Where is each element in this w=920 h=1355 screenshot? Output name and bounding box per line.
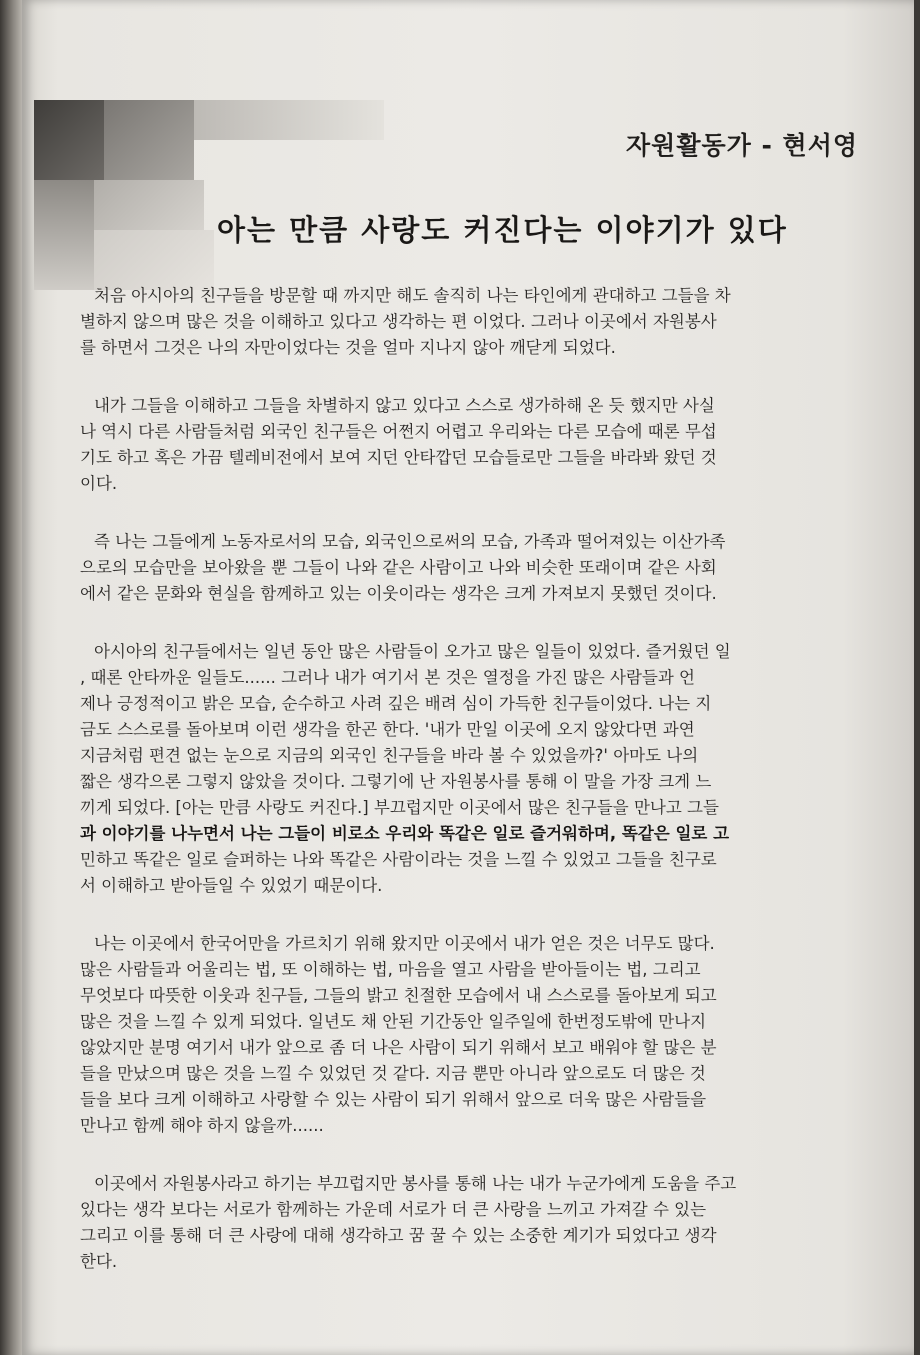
text-line: 있다는 생각 보다는 서로가 함께하는 가운데 서로가 더 큰 사랑을 느끼고 가져갈 수 있는 <box>80 1200 707 1219</box>
text-line: 이다. <box>80 474 118 493</box>
text-line: 들을 보다 크게 이해하고 사랑할 수 있는 사람이 되기 위해서 앞으로 더욱 많은 사람들을 <box>80 1090 707 1109</box>
text-line: 많은 것을 느낄 수 있게 되었다. 일년도 채 안된 기간동안 일주일에 한번정도밖에 만나지 <box>80 1012 707 1031</box>
decor-square <box>94 180 204 230</box>
paragraph <box>80 393 892 497</box>
text-line: 나는 이곳에서 한국어만을 가르치기 위해 왔지만 이곳에서 내가 얻은 것은 너무도 많다. <box>94 934 715 953</box>
text-line: 금도 스스로를 돌아보며 이런 생각을 한곤 한다. '내가 만일 이곳에 오지 않았다면 과연 <box>80 720 695 739</box>
paragraph <box>80 639 892 899</box>
text-line: 즉 나는 그들에게 노동자로서의 모습, 외국인으로써의 모습, 가족과 떨어져있는 이산가족 <box>94 532 726 551</box>
paragraph <box>80 529 892 607</box>
text-line: 한다. <box>80 1252 118 1271</box>
text-line: 이곳에서 자원봉사라고 하기는 부끄럽지만 봉사를 통해 나는 내가 누군가에게 도움을 주고 <box>94 1174 737 1193</box>
text-line: 그리고 이를 통해 더 큰 사랑에 대해 생각하고 꿈 꿀 수 있는 소중한 계기가 되었다고 생각 <box>80 1226 717 1245</box>
decor-square <box>104 100 194 180</box>
text-line: 를 하면서 그것은 나의 자만이었다는 것을 얼마 지나지 않아 깨닫게 되었다. <box>80 338 616 357</box>
paragraph <box>80 1171 892 1275</box>
text-line: 민하고 똑같은 일로 슬퍼하는 나와 똑같은 사람이라는 것을 느낄 수 있었고 그들을 친구로 <box>80 850 717 869</box>
text-line: 무엇보다 따뜻한 이웃과 친구들, 그들의 밝고 친절한 모습에서 내 스스로를 돌아보게 되고 <box>80 986 717 1005</box>
decor-square <box>94 230 214 290</box>
page-edge-shadow <box>914 0 920 1355</box>
text-line: 서 이해하고 받아들일 수 있었기 때문이다. <box>80 876 383 895</box>
text-line: 지금처럼 편견 없는 눈으로 지금의 외국인 친구들을 바라 볼 수 있었을까?' 아마도 나의 <box>80 746 699 765</box>
decorative-squares <box>34 100 384 290</box>
text-line: 과 이야기를 나누면서 나는 그들이 비로소 우리와 똑같은 일로 즐거워하며, 똑같은 일로 고 <box>80 824 730 843</box>
paragraph <box>80 931 892 1139</box>
text-line: 않았지만 분명 여기서 내가 앞으로 좀 더 나은 사람이 되기 위해서 보고 배워야 할 많은 분 <box>80 1038 717 1057</box>
text-line: 기도 하고 혹은 가끔 텔레비전에서 보여 지던 안타깝던 모습들로만 그들을 바라봐 왔던 것 <box>80 448 717 467</box>
author-credit: 자원활동가 - 현서영 <box>626 131 858 160</box>
text-line: 만나고 함께 해야 하지 않을까...... <box>80 1116 324 1135</box>
text-line: 들을 만났으며 많은 것을 느낄 수 있었던 것 같다. 지금 뿐만 아니라 앞으로도 더 많은 것 <box>80 1064 706 1083</box>
page-title: 아는 만큼 사랑도 커진다는 이야기가 있다 <box>217 213 788 247</box>
text-line: 처음 아시아의 친구들을 방문할 때 까지만 해도 솔직히 나는 타인에게 관대하고 그들을 차 <box>94 286 731 305</box>
text-line: 짧은 생각으론 그렇지 않았을 것이다. 그렇기에 난 자원봉사를 통해 이 말을 가장 크게 느 <box>80 772 712 791</box>
decor-square <box>194 100 384 140</box>
text-line: 아시아의 친구들에서는 일년 동안 많은 사람들이 오가고 많은 일들이 있었다. 즐거웠던 일 <box>94 642 731 661</box>
text-line: 끼게 되었다. [아는 만큼 사랑도 커진다.] 부끄럽지만 이곳에서 많은 친구들을 만나고 그들 <box>80 798 719 817</box>
text-line: 제나 긍정적이고 밝은 모습, 순수하고 사려 깊은 배려 심이 가득한 친구들이었다. 나는 지 <box>80 694 712 713</box>
document-page <box>22 0 914 1355</box>
text-line: 내가 그들을 이해하고 그들을 차별하지 않고 있다고 스스로 생가하해 온 듯 했지만 사실 <box>94 396 715 415</box>
text-line: 으로의 모습만을 보아왔을 뿐 그들이 나와 같은 사람이고 나와 비슷한 또래이며 같은 사회 <box>80 558 717 577</box>
decor-square <box>34 100 104 180</box>
article-body <box>80 283 892 1307</box>
text-line: 많은 사람들과 어울리는 법, 또 이해하는 법, 마음을 열고 사람을 받아들이는 법, 그리고 <box>80 960 701 979</box>
text-line: 별하지 않으며 많은 것을 이해하고 있다고 생각하는 편 이었다. 그러나 이곳에서 자원봉사 <box>80 312 717 331</box>
text-line: , 때론 안타까운 일들도...... 그러나 내가 여기서 본 것은 열정을 가진 많은 사람들과 언 <box>80 668 695 687</box>
decor-square <box>34 180 94 290</box>
text-line: 나 역시 다른 사람들처럼 외국인 친구들은 어쩐지 어렵고 우리와는 다른 모습에 때론 무섭 <box>80 422 717 441</box>
book-binding <box>0 0 22 1355</box>
text-line: 에서 같은 문화와 현실을 함께하고 있는 이웃이라는 생각은 크게 가져보지 못했던 것이다. <box>80 584 717 603</box>
paragraph <box>80 283 892 361</box>
